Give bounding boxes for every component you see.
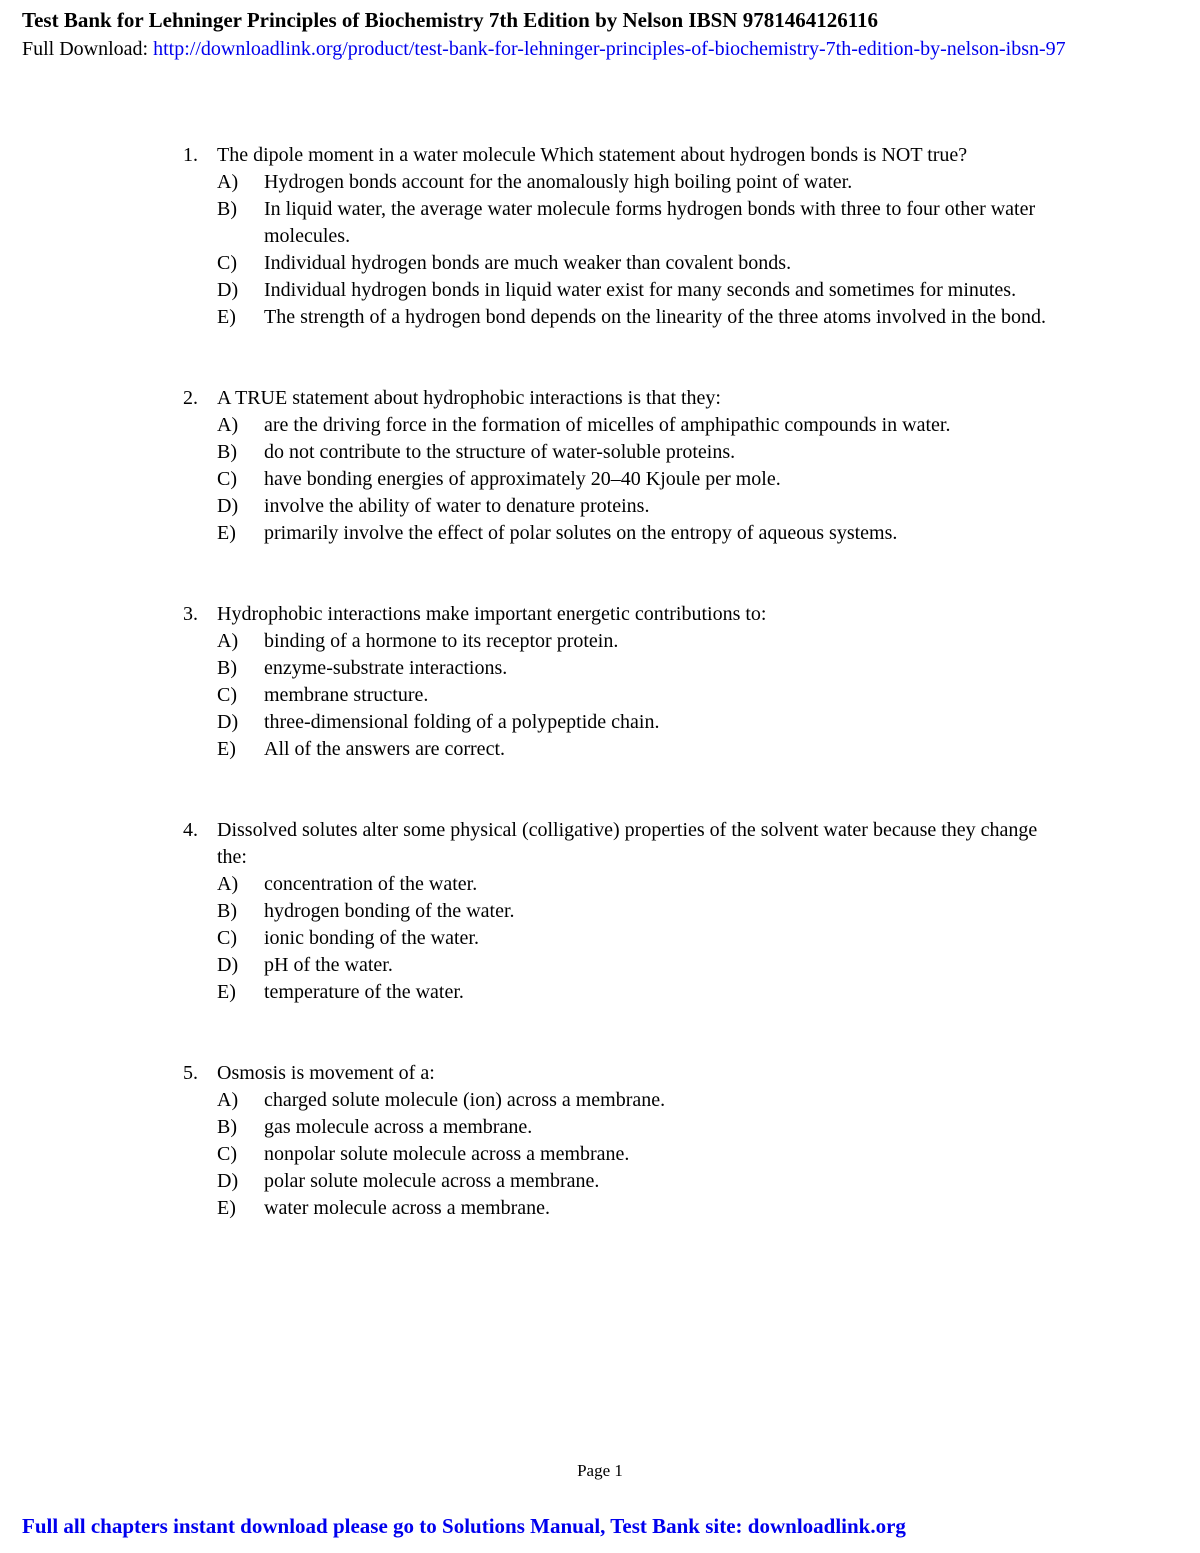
question-text: Dissolved solutes alter some physical (colligative) properties of the solvent water because they change the: bbox=[217, 819, 1038, 868]
option-letter: B) bbox=[217, 198, 237, 220]
option-text: three-dimensional folding of a polypeptide chain. bbox=[264, 711, 660, 733]
answer-option bbox=[217, 736, 1063, 763]
option-text: primarily involve the effect of polar solutes on the entropy of aqueous systems. bbox=[264, 522, 898, 544]
answer-option bbox=[217, 871, 1063, 898]
option-text: nonpolar solute molecule across a membrane. bbox=[264, 1143, 630, 1165]
option-letter: B) bbox=[217, 1116, 237, 1138]
question-text: A TRUE statement about hydrophobic interactions is that they: bbox=[217, 387, 721, 409]
footer-promo-link[interactable]: Full all chapters instant download please go to Solutions Manual, Test Bank site: downloadlink.org bbox=[22, 1514, 906, 1538]
download-link[interactable]: http://downloadlink.org/product/test-bank-for-lehninger-principles-of-biochemistry-7th-edition-by-nelson-ibsn-97 bbox=[153, 38, 1066, 60]
option-text: are the driving force in the formation of micelles of amphipathic compounds in water. bbox=[264, 414, 951, 436]
option-letter: A) bbox=[217, 630, 239, 652]
answer-option bbox=[217, 655, 1063, 682]
answer-option bbox=[217, 952, 1063, 979]
option-letter: E) bbox=[217, 522, 236, 544]
answer-option bbox=[217, 1114, 1063, 1141]
option-text: polar solute molecule across a membrane. bbox=[264, 1170, 600, 1192]
answer-option bbox=[217, 1168, 1063, 1195]
question-2 bbox=[183, 385, 1063, 547]
question-text: Hydrophobic interactions make important energetic contributions to: bbox=[217, 603, 767, 625]
option-letter: D) bbox=[217, 711, 239, 733]
option-letter: A) bbox=[217, 171, 239, 193]
question-1 bbox=[183, 142, 1063, 331]
option-letter: D) bbox=[217, 279, 239, 301]
download-label: Full Download: bbox=[22, 38, 154, 60]
option-text: water molecule across a membrane. bbox=[264, 1197, 550, 1219]
option-text: gas molecule across a membrane. bbox=[264, 1116, 533, 1138]
question-text: The dipole moment in a water molecule Which statement about hydrogen bonds is NOT true? bbox=[217, 144, 968, 166]
option-letter: B) bbox=[217, 441, 237, 463]
answer-option bbox=[217, 277, 1063, 304]
option-letter: E) bbox=[217, 981, 236, 1003]
option-text: membrane structure. bbox=[264, 684, 429, 706]
answer-option bbox=[217, 709, 1063, 736]
question-number: 5. bbox=[183, 1062, 198, 1084]
option-letter: D) bbox=[217, 495, 239, 517]
answer-option bbox=[217, 925, 1063, 952]
document-title: Test Bank for Lehninger Principles of Biochemistry 7th Edition by Nelson IBSN 9781464126116 bbox=[22, 8, 879, 32]
option-text: The strength of a hydrogen bond depends on the linearity of the three atoms involved in the bond. bbox=[264, 306, 1047, 328]
answer-option bbox=[217, 439, 1063, 466]
answer-option bbox=[217, 412, 1063, 439]
option-text: charged solute molecule (ion) across a membrane. bbox=[264, 1089, 666, 1111]
answer-option bbox=[217, 250, 1063, 277]
option-letter: D) bbox=[217, 954, 239, 976]
question-list bbox=[183, 142, 1063, 1276]
answer-option bbox=[217, 466, 1063, 493]
option-letter: B) bbox=[217, 900, 237, 922]
option-letter: C) bbox=[217, 927, 237, 949]
question-number: 1. bbox=[183, 144, 198, 166]
option-letter: E) bbox=[217, 306, 236, 328]
option-text: pH of the water. bbox=[264, 954, 393, 976]
question-number: 2. bbox=[183, 387, 198, 409]
answer-option bbox=[217, 169, 1063, 196]
option-text: do not contribute to the structure of water-soluble proteins. bbox=[264, 441, 736, 463]
option-letter: E) bbox=[217, 738, 236, 760]
option-letter: D) bbox=[217, 1170, 239, 1192]
answer-option bbox=[217, 1141, 1063, 1168]
answer-option bbox=[217, 898, 1063, 925]
option-text: ionic bonding of the water. bbox=[264, 927, 479, 949]
option-letter: C) bbox=[217, 684, 237, 706]
option-text: involve the ability of water to denature proteins. bbox=[264, 495, 650, 517]
option-letter: A) bbox=[217, 414, 239, 436]
question-4 bbox=[183, 817, 1063, 1006]
option-text: enzyme-substrate interactions. bbox=[264, 657, 508, 679]
answer-option bbox=[217, 520, 1063, 547]
option-text: hydrogen bonding of the water. bbox=[264, 900, 515, 922]
answer-option bbox=[217, 1087, 1063, 1114]
option-letter: E) bbox=[217, 1197, 236, 1219]
answer-option bbox=[217, 493, 1063, 520]
option-text: concentration of the water. bbox=[264, 873, 478, 895]
question-number: 3. bbox=[183, 603, 198, 625]
answer-option bbox=[217, 304, 1063, 331]
answer-option bbox=[217, 196, 1063, 250]
download-line bbox=[22, 38, 1200, 61]
option-letter: A) bbox=[217, 873, 239, 895]
question-3 bbox=[183, 601, 1063, 763]
option-text: temperature of the water. bbox=[264, 981, 464, 1003]
option-text: have bonding energies of approximately 20–40 Kjoule per mole. bbox=[264, 468, 781, 490]
option-letter: C) bbox=[217, 468, 237, 490]
option-text: binding of a hormone to its receptor protein. bbox=[264, 630, 619, 652]
answer-option bbox=[217, 1195, 1063, 1222]
option-text: Individual hydrogen bonds in liquid water exist for many seconds and sometimes for minutes. bbox=[264, 279, 1017, 301]
option-text: In liquid water, the average water molecule forms hydrogen bonds with three to four other water molecules. bbox=[264, 198, 1036, 247]
option-text: Hydrogen bonds account for the anomalously high boiling point of water. bbox=[264, 171, 853, 193]
option-letter: A) bbox=[217, 1089, 239, 1111]
question-text: Osmosis is movement of a: bbox=[217, 1062, 435, 1084]
option-text: Individual hydrogen bonds are much weaker than covalent bonds. bbox=[264, 252, 792, 274]
option-letter: C) bbox=[217, 1143, 237, 1165]
option-text: All of the answers are correct. bbox=[264, 738, 505, 760]
answer-option bbox=[217, 628, 1063, 655]
option-letter: B) bbox=[217, 657, 237, 679]
answer-option bbox=[217, 979, 1063, 1006]
question-5 bbox=[183, 1060, 1063, 1222]
answer-option bbox=[217, 682, 1063, 709]
question-number: 4. bbox=[183, 819, 198, 841]
option-letter: C) bbox=[217, 252, 237, 274]
page-number: Page 1 bbox=[577, 1461, 623, 1480]
